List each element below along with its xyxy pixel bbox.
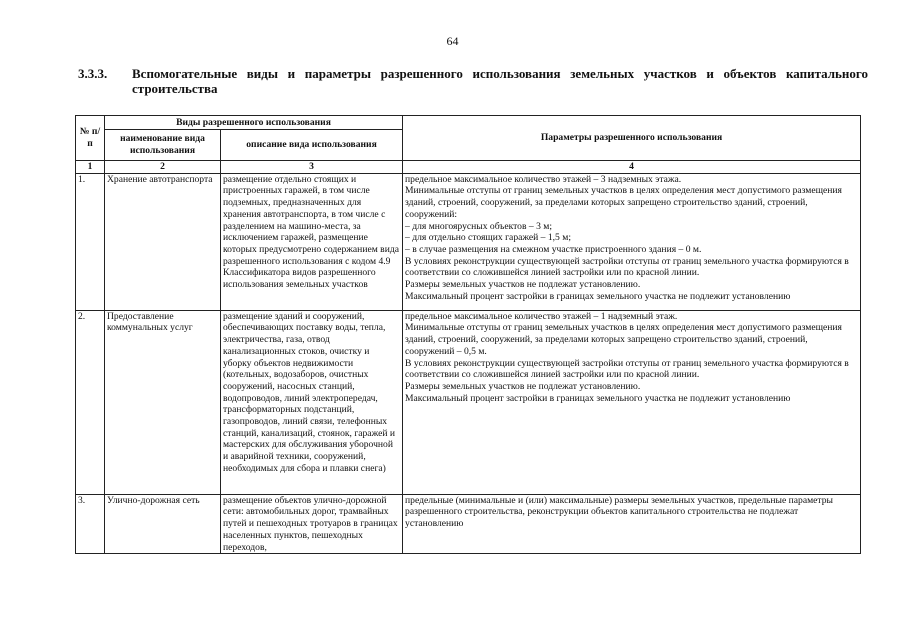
parameter-line: предельное максимальное количество этажей – 1 надземный этаж. (405, 310, 678, 322)
section-title: Вспомогательные виды и параметры разрешенного использования земельных участков и объектов капитального строительства (132, 66, 868, 96)
parameter-line: Размеры земельных участков не подлежат установлению. (405, 279, 641, 291)
row-number: 2. (76, 310, 105, 494)
page-number: 64 (446, 34, 459, 48)
row-number: 3. (76, 494, 105, 554)
use-name: Улично-дорожная сеть (105, 494, 221, 554)
column-number: 3 (221, 161, 403, 174)
table-row (76, 310, 861, 494)
parameter-line: – для отдельно стоящих гаражей – 1,5 м; (405, 232, 571, 244)
use-description: размещение зданий и сооружений, обеспечивающих поставку воды, тепла, электричества, газа, отвод канализационных стоков, очистку и уборку объектов недвижимости (котельных, водозаборов, очистных сооружений, насосных станций, водопроводов, линий электропередач, трансформаторных подстанций, газопроводов, линий связи, телефонных станций, канализаций, стоянок, гаражей и мастерских для обслуживания уборочной и аварийной техники, сооружений, необходимых для сбора и плавки снега) (221, 310, 403, 494)
use-parameters (403, 173, 861, 310)
use-name: Предоставление коммунальных услуг (105, 310, 221, 494)
header-params: Параметры разрешенного использования (403, 116, 861, 161)
parameter-line: Минимальные отступы от границ земельных участков в целях определения мест допустимого размещения зданий, строений, сооружений, за пределами которых запрещено строительство зданий, строений, сооружений: (405, 185, 842, 220)
permitted-use-table (75, 115, 861, 554)
header-name: наименование вида использования (105, 130, 221, 161)
header-number: № п/п (76, 116, 105, 161)
header-description: описание вида использования (221, 130, 403, 161)
column-number: 2 (105, 161, 221, 174)
use-name: Хранение автотранспорта (105, 173, 221, 310)
parameter-line: Максимальный процент застройки в границах земельного участка не подлежит установлению (405, 290, 791, 302)
parameter-line: Минимальные отступы от границ земельных участков в целях определения мест допустимого размещения зданий, строений, сооружений, за пределами которых запрещено строительство зданий, строений, сооружений – 0,5 м. (405, 322, 842, 357)
column-number: 4 (403, 161, 861, 174)
parameter-line: – для многоярусных объектов – 3 м; (405, 220, 553, 232)
section-number: 3.3.3. (78, 66, 108, 81)
use-description: размещение объектов улично-дорожной сети: автомобильных дорог, трамвайных путей и пешеходных тротуаров в границах населенных пунктов, пешеходных переходов, (221, 494, 403, 554)
parameter-line: В условиях реконструкции существующей застройки отступы от границ земельного участка формируются в соответствии со сложившейся линией застройки или по красной линии. (405, 357, 849, 381)
parameter-line: Размеры земельных участков не подлежат установлению. (405, 380, 641, 392)
use-parameters (403, 494, 861, 554)
header-group: Виды разрешенного использования (105, 116, 403, 130)
parameter-line: – в случае размещения на смежном участке пристроенного здания – 0 м. (405, 243, 702, 255)
parameter-line: предельные (минимальные и (или) максимальные) размеры земельных участков, предельные параметры разрешенного строительства, реконструкции объектов капитального строительства не подлежат установлению (405, 494, 833, 530)
use-description: размещение отдельно стоящих и пристроенных гаражей, в том числе подземных, предназначенных для хранения автотранспорта, в том числе с разделением на машино-места, за исключением гаражей, размещение которых предусмотрено содержанием вида разрешенного использования с кодом 4.9 Классификатора видов разрешенного использования земельных участков (221, 173, 403, 310)
row-number: 1. (76, 173, 105, 310)
parameter-line: В условиях реконструкции существующей застройки отступы от границ земельного участка формируются в соответствии со сложившейся линией застройки или по красной линии. (405, 255, 849, 279)
table-row (76, 494, 861, 554)
parameter-line: Максимальный процент застройки в границах земельного участка не подлежит установлению (405, 392, 791, 404)
column-number: 1 (76, 161, 105, 174)
table-row (76, 173, 861, 310)
use-parameters (403, 310, 861, 494)
column-numbers-row (76, 161, 861, 174)
parameter-line: предельное максимальное количество этажей – 3 надземных этажа. (405, 173, 682, 185)
section-heading (78, 66, 868, 96)
